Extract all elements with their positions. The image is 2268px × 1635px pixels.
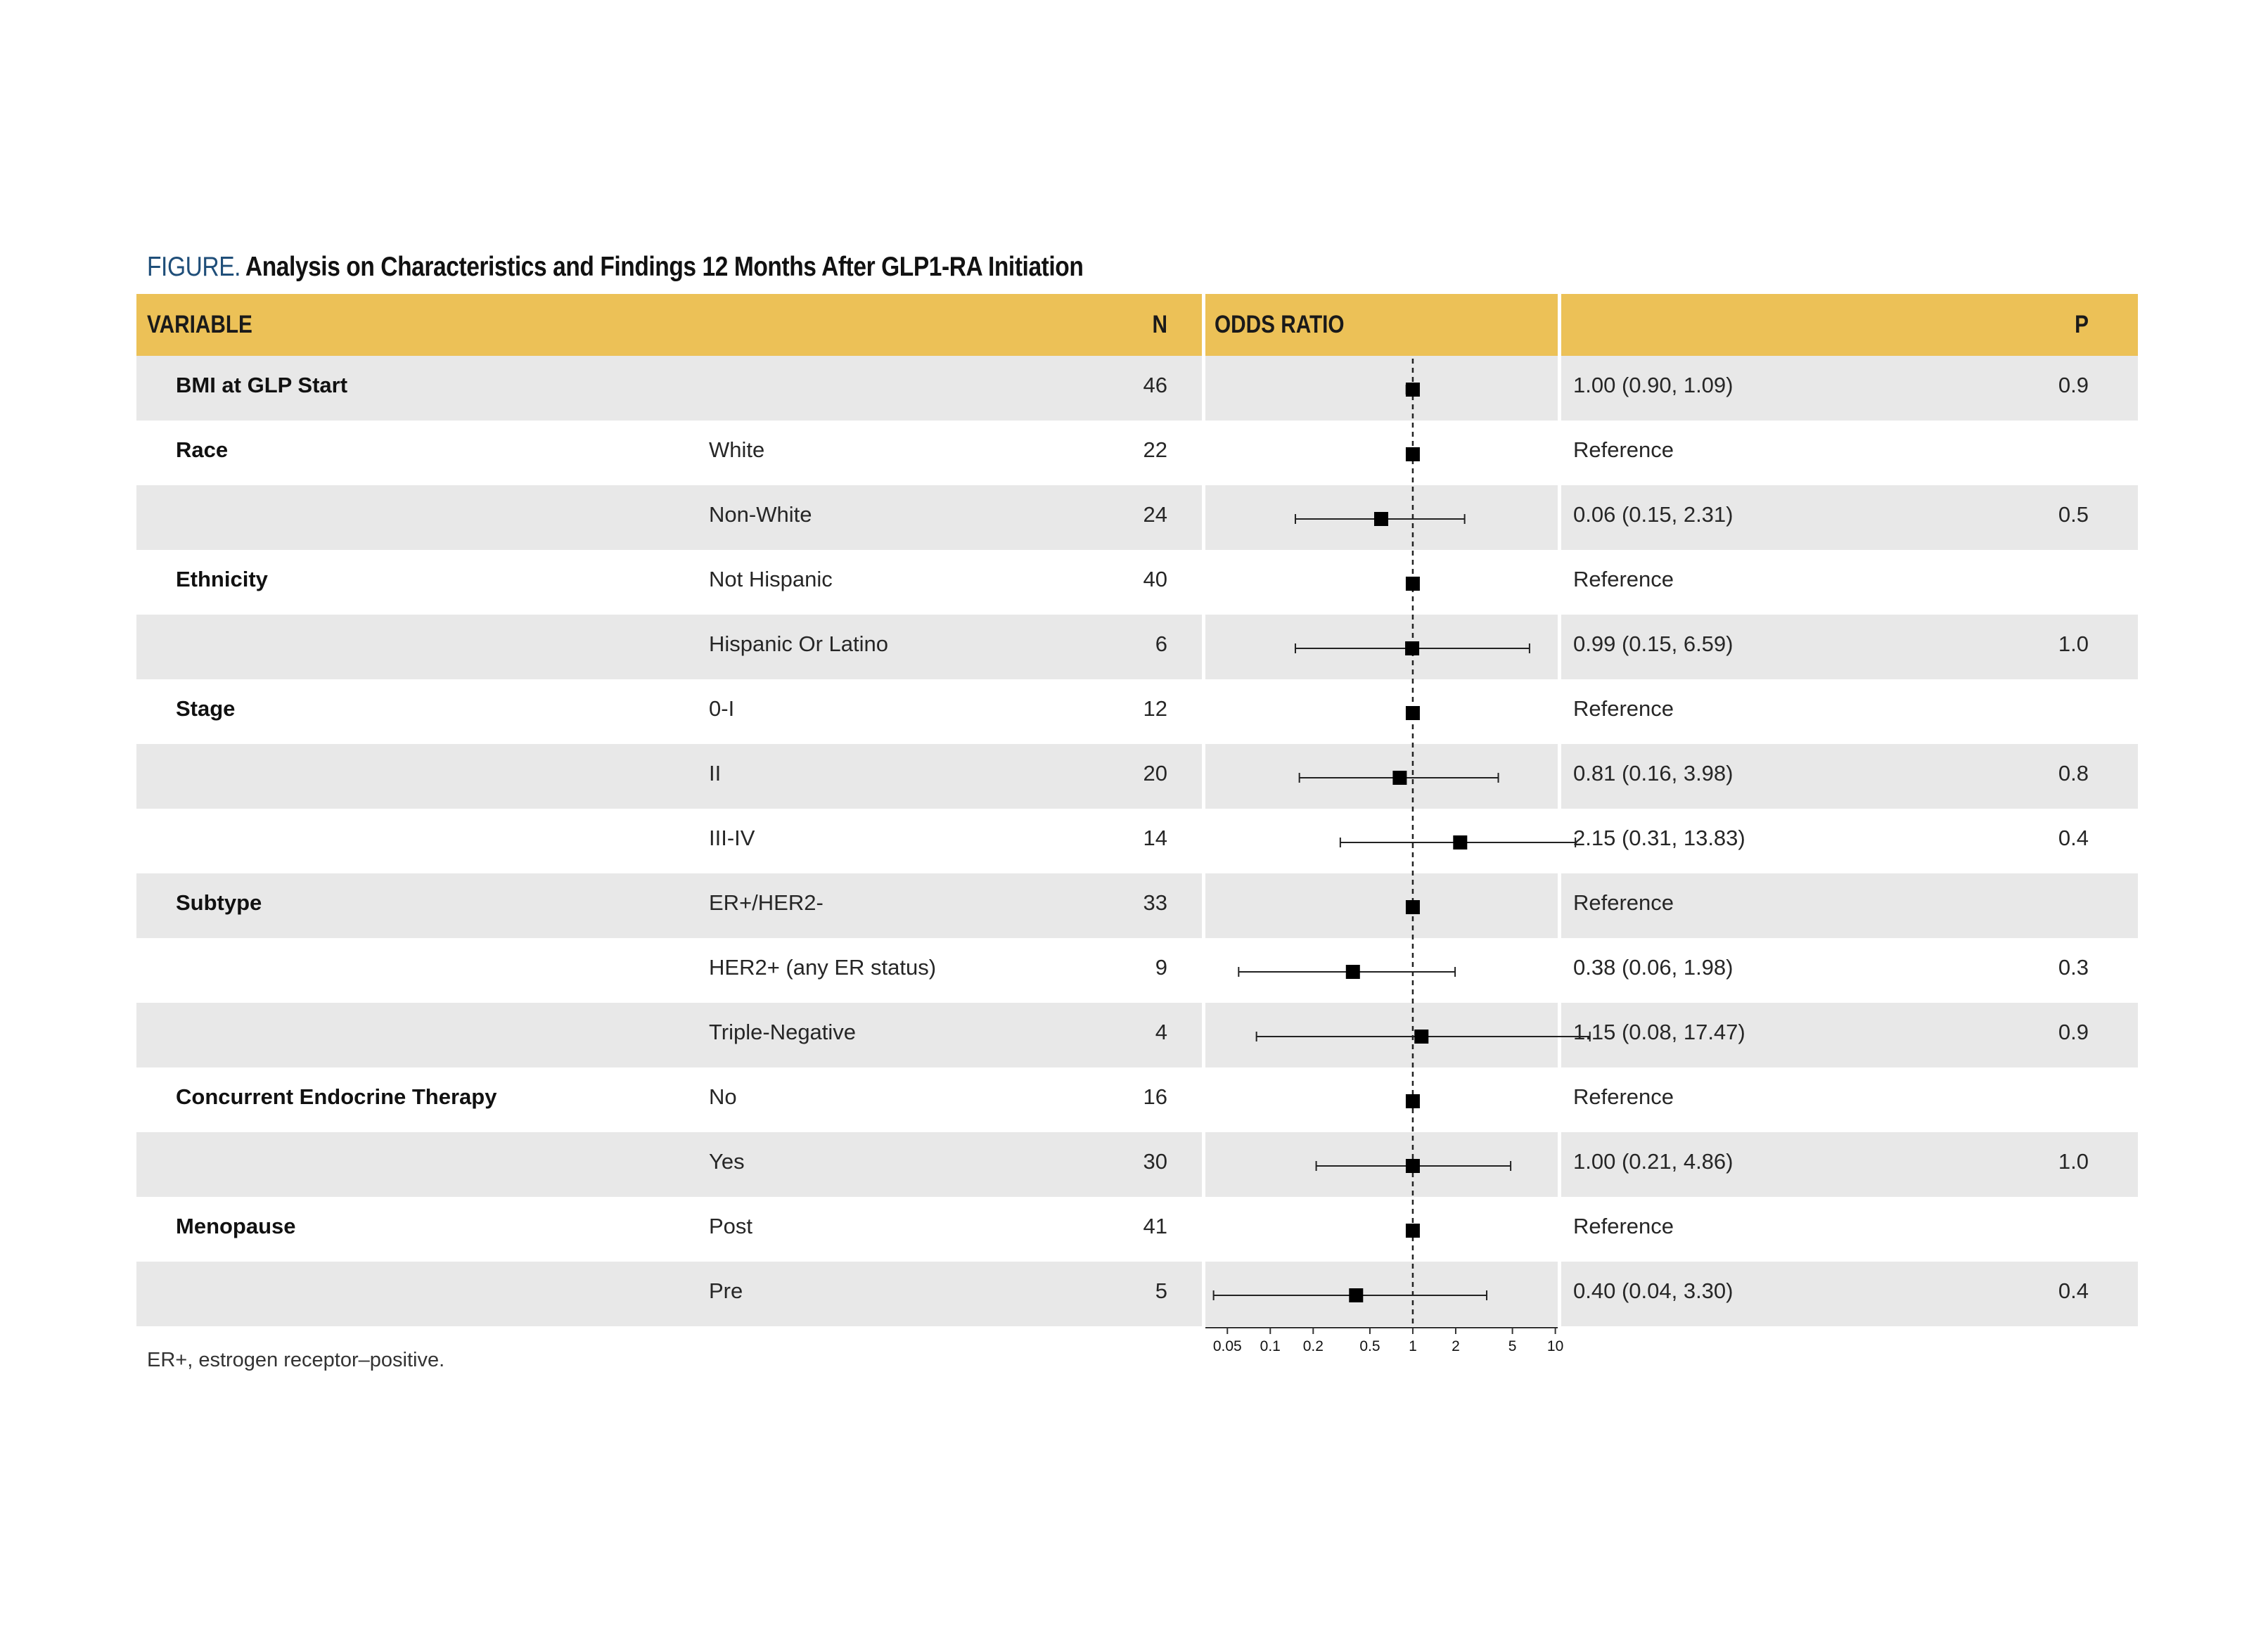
header-separator <box>1558 294 1561 356</box>
n-cell: 9 <box>1155 955 1167 980</box>
n-cell: 33 <box>1143 890 1167 915</box>
x-tick-label: 1 <box>1409 1338 1417 1354</box>
p-value-cell <box>2018 880 2089 925</box>
level-cell: White <box>709 437 765 462</box>
p-value-cell: 1.0 <box>2058 631 2089 656</box>
variable-cell: BMI at GLP Start <box>176 373 348 397</box>
p-value-cell <box>2018 1204 2089 1249</box>
n-cell: 14 <box>1143 826 1167 850</box>
column-separator <box>1558 356 1561 1328</box>
figure-title <box>147 246 1083 288</box>
x-tick-label: 0.5 <box>1359 1338 1380 1354</box>
odds-ratio-text-cell: 0.99 (0.15, 6.59) <box>1573 631 1734 656</box>
p-value-cell: 0.8 <box>2058 761 2089 786</box>
header-separator <box>1202 294 1205 356</box>
odds-ratio-text-cell: 1.00 (0.21, 4.86) <box>1573 1149 1734 1174</box>
variable-cell: Race <box>176 437 229 462</box>
odds-ratio-text-cell: Reference <box>1573 437 1674 462</box>
n-cell: 24 <box>1143 502 1167 527</box>
n-cell: 16 <box>1143 1084 1167 1109</box>
header-p: P <box>2075 311 2089 338</box>
p-value-cell <box>2018 1075 2089 1120</box>
p-value-cell: 0.9 <box>2058 1020 2089 1044</box>
n-cell: 46 <box>1143 373 1167 397</box>
variable-cell: Ethnicity <box>176 567 268 591</box>
odds-ratio-text-cell: Reference <box>1573 567 1674 591</box>
p-value-cell: 0.9 <box>2058 373 2089 397</box>
odds-ratio-text-cell: 0.81 (0.16, 3.98) <box>1573 761 1734 786</box>
level-cell: II <box>709 761 722 786</box>
x-tick-label: 5 <box>1508 1338 1517 1354</box>
p-value-cell <box>2018 686 2089 731</box>
level-cell: Non-White <box>709 502 812 527</box>
variable-cell: Subtype <box>176 890 262 915</box>
n-cell: 5 <box>1155 1278 1167 1303</box>
variable-cell: Concurrent Endocrine Therapy <box>176 1084 497 1109</box>
level-cell: HER2+ (any ER status) <box>709 955 937 980</box>
p-value-cell: 0.3 <box>2058 955 2089 980</box>
odds-ratio-text-cell: 0.40 (0.04, 3.30) <box>1573 1278 1734 1303</box>
p-value-cell <box>2018 428 2089 473</box>
variable-cell: Menopause <box>176 1214 296 1238</box>
odds-ratio-text-cell: Reference <box>1573 1214 1674 1238</box>
n-cell: 41 <box>1143 1214 1167 1238</box>
n-cell: 40 <box>1143 567 1167 591</box>
odds-ratio-text-cell: Reference <box>1573 696 1674 721</box>
level-cell: Pre <box>709 1278 743 1303</box>
p-value-cell: 0.5 <box>2058 502 2089 527</box>
n-cell: 20 <box>1143 761 1167 786</box>
x-tick-label: 2 <box>1452 1338 1460 1354</box>
n-cell: 22 <box>1143 437 1167 462</box>
level-cell: Post <box>709 1214 753 1238</box>
n-cell: 6 <box>1155 631 1167 656</box>
level-cell: Not Hispanic <box>709 567 833 591</box>
level-cell: Hispanic Or Latino <box>709 631 889 656</box>
odds-ratio-text-cell: 2.15 (0.31, 13.83) <box>1573 826 1745 850</box>
column-separator <box>1202 356 1205 1328</box>
header-n: N <box>1152 311 1167 338</box>
level-cell: ER+/HER2- <box>709 890 824 915</box>
odds-ratio-text-cell: Reference <box>1573 1084 1674 1109</box>
x-tick-label: 0.05 <box>1212 1338 1242 1354</box>
odds-ratio-text-cell: 1.00 (0.90, 1.09) <box>1573 373 1734 397</box>
level-cell: No <box>709 1084 737 1109</box>
p-value-cell <box>2018 557 2089 602</box>
header-variable: VARIABLE <box>147 311 252 338</box>
x-tick-label: 0.1 <box>1260 1338 1281 1354</box>
n-cell: 30 <box>1143 1149 1167 1174</box>
odds-ratio-text-cell: 0.06 (0.15, 2.31) <box>1573 502 1734 527</box>
p-value-cell: 1.0 <box>2058 1149 2089 1174</box>
odds-ratio-text-cell: Reference <box>1573 890 1674 915</box>
level-cell: Yes <box>709 1149 745 1174</box>
level-cell: III-IV <box>709 826 755 850</box>
x-tick-label: 10 <box>1546 1338 1564 1354</box>
figure-title-text: Analysis on Characteristics and Findings 12 Months After GLP1-RA Initiation <box>245 252 1084 282</box>
figure-label: FIGURE. <box>147 252 241 282</box>
n-cell: 12 <box>1143 696 1167 721</box>
p-value-cell: 0.4 <box>2058 1278 2089 1303</box>
p-value-cell: 0.4 <box>2058 826 2089 850</box>
odds-ratio-text-cell: 0.38 (0.06, 1.98) <box>1573 955 1734 980</box>
n-cell: 4 <box>1155 1020 1167 1044</box>
footnote: ER+, estrogen receptor–positive. <box>147 1349 445 1371</box>
odds-ratio-text-cell: 1.15 (0.08, 17.47) <box>1573 1020 1745 1044</box>
header-odds-ratio: ODDS RATIO <box>1215 311 1345 338</box>
level-cell: 0-I <box>709 696 735 721</box>
variable-cell: Stage <box>176 696 236 721</box>
level-cell: Triple-Negative <box>709 1020 857 1044</box>
x-tick-label: 0.2 <box>1302 1338 1324 1354</box>
